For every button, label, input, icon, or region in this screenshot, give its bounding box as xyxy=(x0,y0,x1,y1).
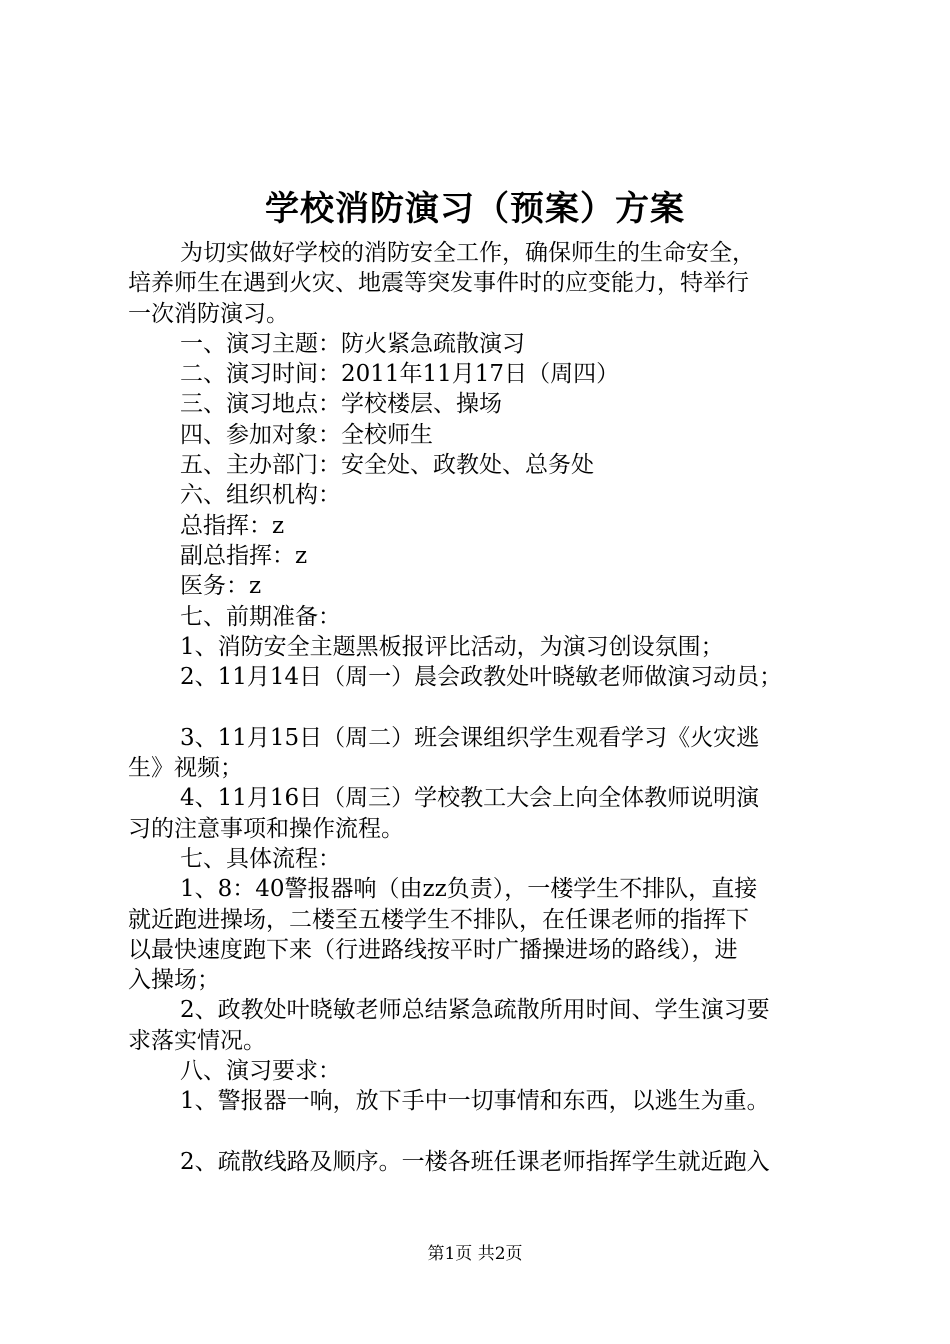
blank-line xyxy=(128,692,834,722)
paragraph-line: 1、警报器一响，放下手中一切事情和东西，以逃生为重。 xyxy=(180,1088,770,1115)
paragraph-line: 六、组织机构： xyxy=(180,482,341,509)
document-title: 学校消防演习（预案）方案 xyxy=(265,189,685,229)
paragraph-line: 总指挥：z xyxy=(180,512,285,539)
paragraph-line: 七、具体流程： xyxy=(180,845,341,872)
paragraph-line: 入操场； xyxy=(128,967,220,994)
paragraph-line: 1、8：40警报器响（由zz负责），一楼学生不排队，直接 xyxy=(180,876,758,903)
paragraph-line: 八、演习要求： xyxy=(180,1058,341,1085)
paragraph-line: 3、11月15日（周二）班会课组织学生观看学习《火灾逃 xyxy=(180,724,760,751)
paragraph-line: 1、消防安全主题黑板报评比活动，为演习创设氛围； xyxy=(180,633,724,660)
paragraph-line: 二、演习时间：2011年11月17日（周四） xyxy=(180,361,620,388)
paragraph-line: 4、11月16日（周三）学校教工大会上向全体教师说明演 xyxy=(180,785,760,812)
paragraph-line: 培养师生在遇到火灾、地震等突发事件时的应变能力，特举行 xyxy=(128,270,749,297)
paragraph-line: 就近跑进操场，二楼至五楼学生不排队，在任课老师的指挥下 xyxy=(128,906,749,933)
paragraph-line: 2、11月14日（周一）晨会政教处叶晓敏老师做演习动员； xyxy=(180,664,783,691)
page-footer: 第1页 共2页 xyxy=(427,1244,523,1264)
paragraph-line: 医务：z xyxy=(180,573,262,600)
document-body xyxy=(128,238,834,1177)
paragraph-line: 以最快速度跑下来（行进路线按平时广播操进场的路线），进 xyxy=(128,936,738,963)
paragraph-line: 一次消防演习。 xyxy=(128,300,289,327)
paragraph-line: 一、演习主题：防火紧急疏散演习 xyxy=(180,330,525,357)
paragraph-line: 2、疏散线路及顺序。一楼各班任课老师指挥学生就近跑入 xyxy=(180,1148,770,1175)
paragraph-line: 习的注意事项和操作流程。 xyxy=(128,815,404,842)
paragraph-line: 五、主办部门：安全处、政教处、总务处 xyxy=(180,452,594,479)
paragraph-line: 副总指挥：z xyxy=(180,542,308,569)
paragraph-line: 三、演习地点：学校楼层、操场 xyxy=(180,391,502,418)
paragraph-line: 2、政教处叶晓敏老师总结紧急疏散所用时间、学生演习要 xyxy=(180,997,770,1024)
paragraph-line: 生》视频； xyxy=(128,755,243,782)
paragraph-line: 为切实做好学校的消防安全工作，确保师生的生命安全， xyxy=(180,240,755,266)
paragraph-line: 四、参加对象：全校师生 xyxy=(180,421,433,448)
paragraph-line: 求落实情况。 xyxy=(128,1027,266,1054)
blank-line xyxy=(128,1117,834,1147)
paragraph-line: 七、前期准备： xyxy=(180,603,341,630)
